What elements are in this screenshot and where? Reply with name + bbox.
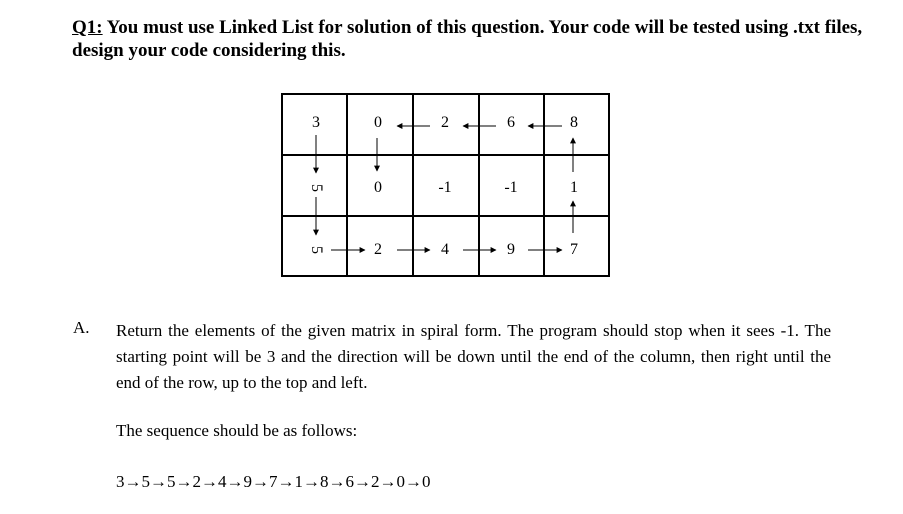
matrix-cell: 0 (374, 114, 382, 131)
matrix-cell: 0 (374, 179, 382, 196)
matrix-cell: 6 (507, 114, 515, 131)
matrix-cell: 7 (570, 241, 578, 258)
question-number: Q1: (72, 17, 103, 38)
matrix-cell: -1 (438, 179, 452, 196)
spiral-sequence: 3→5→5→2→4→9→7→1→8→6→2→0→0 (116, 472, 431, 491)
matrix-cell: 5 (308, 184, 325, 192)
matrix-cell: -1 (504, 179, 518, 196)
question-text: You must use Linked List for solution of this question. Your code will be tested using .txt files, design your code considering this. (72, 17, 863, 61)
matrix-cell: 9 (507, 241, 515, 258)
sequence-label: The sequence should be as follows: (116, 421, 358, 440)
linked-matrix-figure (281, 93, 611, 278)
matrix-cell: 5 (308, 246, 325, 254)
matrix-cell: 8 (570, 114, 578, 131)
matrix-cell: 1 (570, 179, 578, 196)
matrix-cell: 3 (312, 114, 320, 131)
part-a-description: Return the elements of the given matrix in spiral form. The program should stop when it sees -1. The starting point will be 3 and the direction will be down until the end of the column, then right until the end of the row, up to the top and left. (116, 321, 831, 392)
matrix-cell: 2 (441, 114, 449, 131)
question-heading (72, 16, 872, 62)
part-a-label: A. (73, 318, 90, 337)
matrix-cell: 2 (374, 241, 382, 258)
matrix-cell: 4 (441, 241, 449, 258)
